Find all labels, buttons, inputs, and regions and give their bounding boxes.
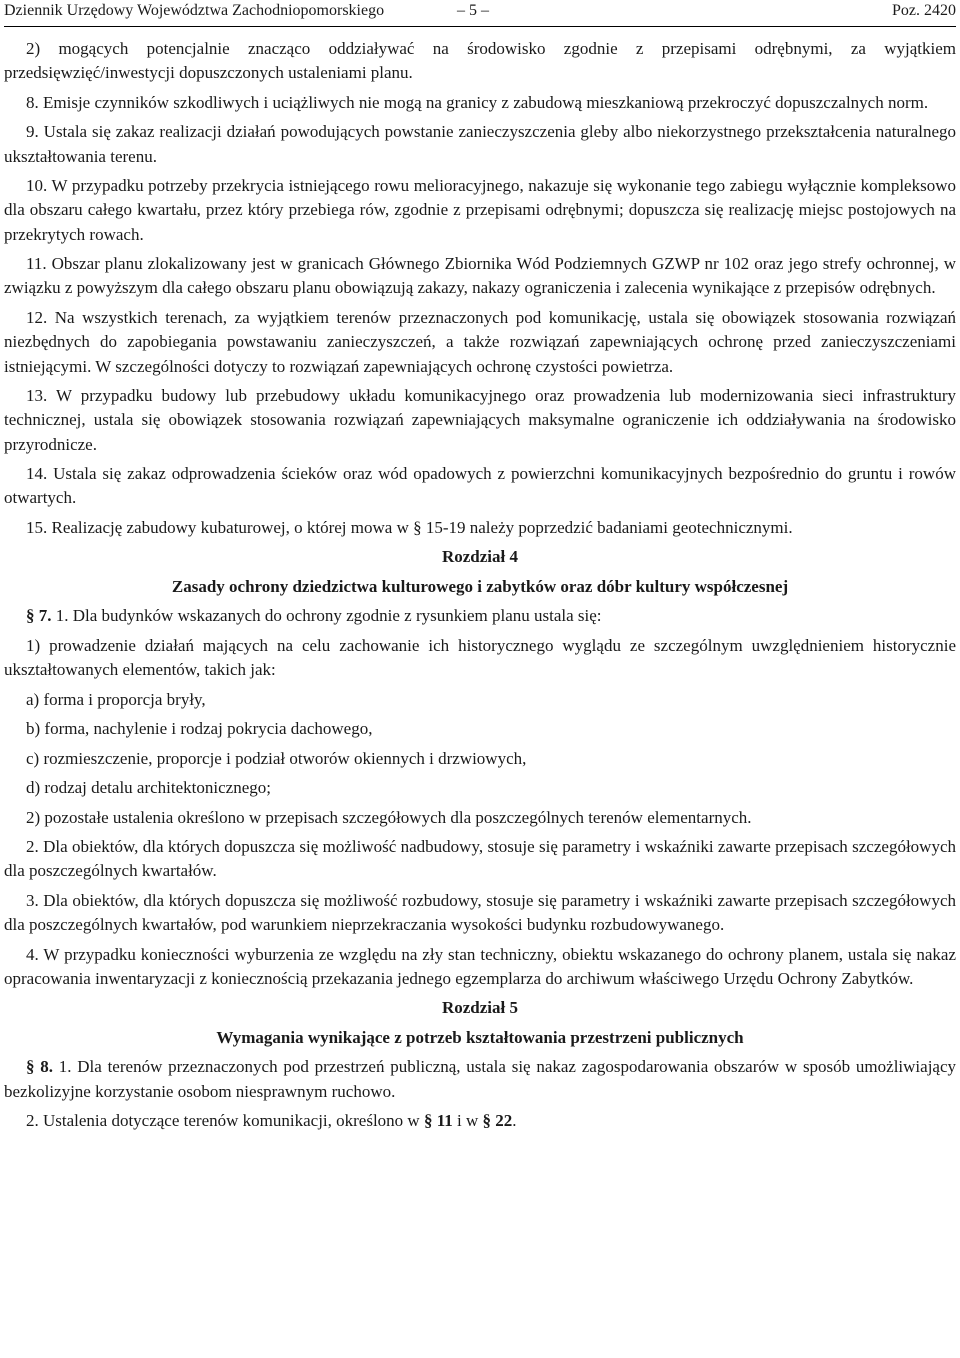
section-7-1 (4, 604, 956, 628)
paragraph-item-2: 2) mogących potencjalnie znacząco oddziaływać na środowisko zgodnie z przepisami odrębnymi, za wyjątkiem przedsięwzięć/inwestycji dopuszczonych ustaleniami planu. (4, 39, 956, 83)
section-7-mark: § 7. (26, 606, 52, 626)
section-8-1-text: 1. Dla terenów przeznaczonych pod przestrzeń publiczną, ustala się nakaz zagospodarowania obszarów w sposób umożliwiający bezkolizyjne korzystanie osobom niesprawnym ruchowo. (4, 1057, 957, 1101)
section-8-2-end: . (512, 1111, 517, 1131)
page-number: – 5 – (457, 2, 489, 19)
section-7-item-1: 1) prowadzenie działań mających na celu zachowanie ich historycznego wyglądu ze szczególnym uwzględnieniem historycznie ukształtowanych elementów, takich jak: (4, 635, 956, 680)
section-8-2-mid: i w (452, 1111, 483, 1131)
section-7-item-1b: b) forma, nachylenie i rodzaj pokrycia dachowego, (26, 719, 373, 739)
section-7-item-2: 2) pozostałe ustalenia określono w przepisach szczegółowych dla poszczególnych terenów elementarnych. (26, 807, 752, 827)
section-7-2: 2. Dla obiektów, dla których dopuszcza się możliwość nadbudowy, stosuje się parametry i wskaźniki zawarte przepisach szczegółowych dla poszczególnych kwartałów. (4, 836, 956, 881)
position-number: Poz. 2420 (892, 2, 956, 19)
section-ref-22: § 22 (482, 1111, 513, 1131)
paragraph-10: 10. W przypadku potrzeby przekrycia istniejącego rowu melioracyjnego, nakazuje się wykonanie tego zabiegu wyłącznie kompleksowo dla obszaru całego kwartału, przez który przebiega rów, zgodnie z przepisami odrębnymi; dopuszcza się realizację miejsc postojowych na przekrytych rowach. (4, 176, 956, 244)
section-7-3: 3. Dla obiektów, dla których dopuszcza się możliwość rozbudowy, stosuje się parametry i wskaźniki zawarte przepisach szczegółowych dla poszczególnych kwartałów, pod warunkiem nieprzekraczania wysokości budynku rozbudowywanego. (4, 890, 956, 935)
section-7-item-1d: d) rodzaj detalu architektonicznego; (26, 778, 271, 798)
section-7-4: 4. W przypadku konieczności wyburzenia ze względu na zły stan techniczny, obiektu wskazanego do ochrony planem, ustala się nakaz opracowania inwentaryzacji z koniecznością przekazania jednego egzemplarza do archiwum właściwego Urzędu Ochrony Zabytków. (4, 944, 956, 988)
section-7-item-1a: a) forma i proporcja bryły, (26, 689, 206, 709)
paragraph-12: 12. Na wszystkich terenach, za wyjątkiem terenów przeznaczonych pod komunikację, ustala się obowiązek stosowania rozwiązań niezbędnych do zapobiegania powstawaniu zanieczyszczeń, a także rozwiązań zapewniających ochronę przed zanieczyszczeniami istniejącymi. W szczególności dotyczy to rozwiązań zapewniających ochronę czystości powietrza. (4, 307, 956, 376)
journal-title: Dziennik Urzędowy Województwa Zachodniopomorskiego (4, 2, 385, 19)
paragraph-15: 15. Realizację zabudowy kubaturowej, o której mowa w § 15-19 należy poprzedzić badaniami geotechnicznymi. (26, 517, 793, 537)
section-8-mark: § 8. (26, 1057, 54, 1077)
chapter-5-subtitle: Wymagania wynikające z potrzeb kształtowania przestrzeni publicznych (216, 1027, 744, 1047)
page-header (4, 0, 956, 27)
chapter-5-title: Rozdział 5 (441, 998, 519, 1018)
paragraph-14: 14. Ustala się zakaz odprowadzenia ścieków oraz wód opadowych z powierzchni komunikacyjnych bezpośrednio do gruntu i rowów otwartych. (4, 464, 956, 508)
chapter-4-title: Rozdział 4 (441, 547, 519, 567)
section-8-1 (4, 1055, 956, 1104)
section-ref-11: § 11 (423, 1111, 453, 1131)
section-8-2 (4, 1109, 956, 1133)
paragraph-8: 8. Emisje czynników szkodliwych i uciążliwych nie mogą na granicy z zabudową mieszkaniową przekroczyć dopuszczalnych norm. (26, 92, 929, 112)
section-7-1-text: 1. Dla budynków wskazanych do ochrony zgodnie z rysunkiem planu ustala się: (51, 606, 602, 626)
document-body (4, 37, 956, 1139)
paragraph-11: 11. Obszar planu zlokalizowany jest w granicach Głównego Zbiornika Wód Podziemnych GZWP nr 102 oraz jego strefy ochronnej, w związku z powyższym dla całego obszaru planu obowiązują zakazy, nakazy ograniczenia i zalecenia wynikające z przepisów odrębnych. (4, 254, 956, 298)
paragraph-13: 13. W przypadku budowy lub przebudowy układu komunikacyjnego oraz prowadzenia lub modernizowania sieci infrastruktury technicznej, ustala się obowiązek stosowania rozwiązań zapewniających maksymalne ograniczenie ich oddziaływania na środowisko przyrodnicze. (4, 385, 956, 454)
section-8-2-text: 2. Ustalenia dotyczące terenów komunikacji, określono w (26, 1111, 424, 1131)
paragraph-9: 9. Ustala się zakaz realizacji działań powodujących powstanie zanieczyszczenia gleby albo niekorzystnego przekształcenia naturalnego ukształtowania terenu. (4, 122, 956, 166)
section-7-item-1c: c) rozmieszczenie, proporcje i podział otworów okiennych i drzwiowych, (26, 748, 527, 768)
chapter-4-subtitle: Zasady ochrony dziedzictwa kulturowego i zabytków oraz dóbr kultury współczesnej (171, 576, 789, 596)
